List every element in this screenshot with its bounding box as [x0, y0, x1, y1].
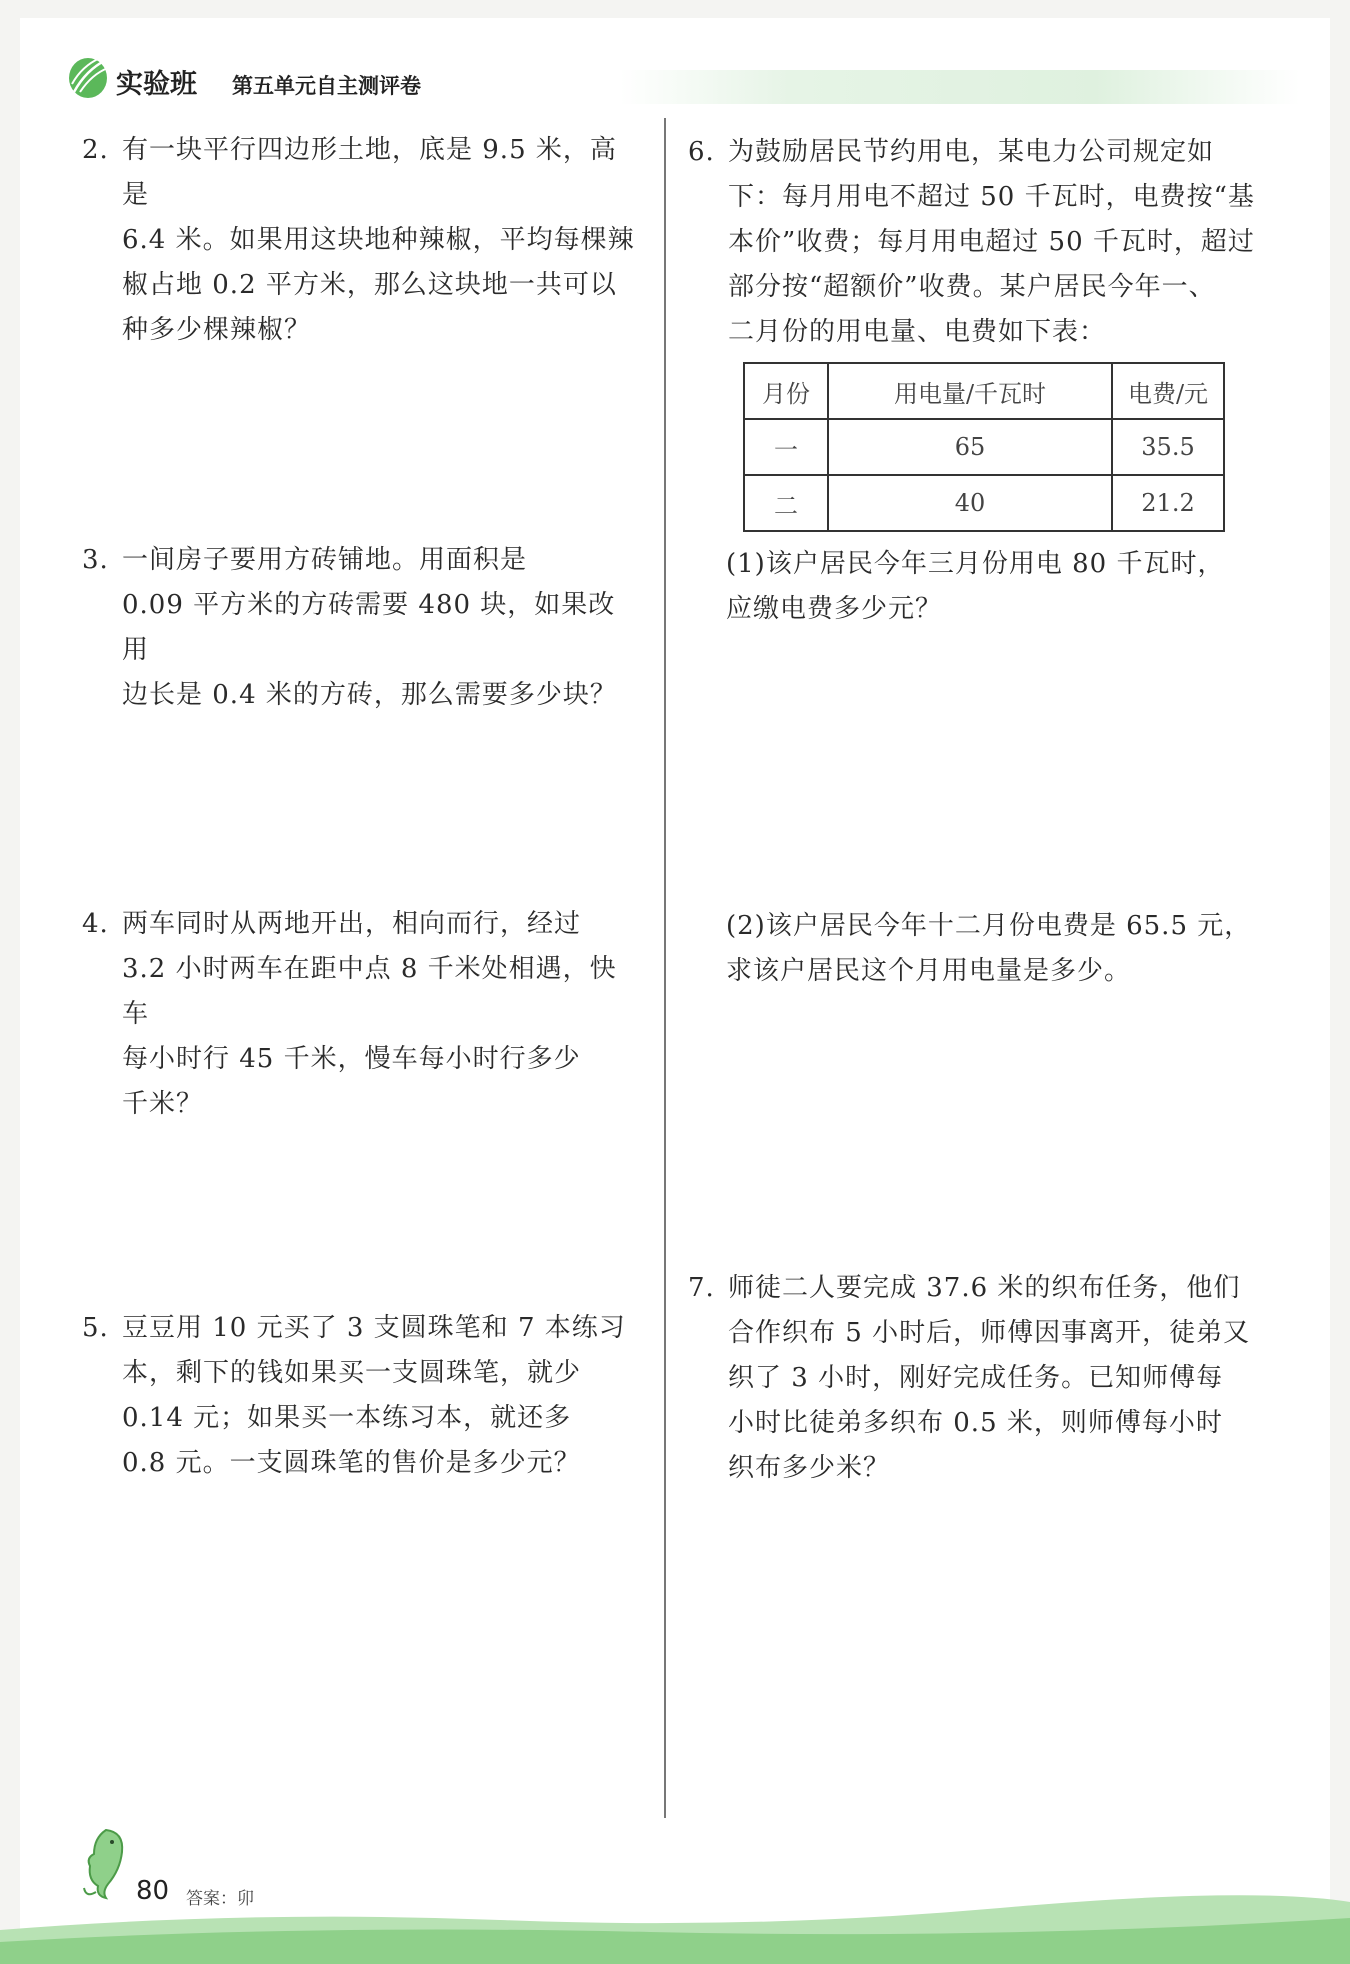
electricity-table [743, 362, 1225, 532]
test-title: 第五单元自主测评卷 [232, 74, 421, 98]
table-header-row [744, 363, 1224, 419]
problem-7 [688, 1266, 1278, 1491]
table-header: 月份 [744, 363, 828, 419]
problem-number: 5. [82, 1313, 109, 1343]
table-header: 电费/元 [1112, 363, 1224, 419]
problem-4 [82, 902, 642, 1127]
table-cell: 65 [828, 419, 1112, 475]
table-cell: 21.2 [1112, 475, 1224, 531]
header-band [620, 70, 1300, 104]
problem-number: 6. [688, 137, 715, 167]
table-header: 用电量/千瓦时 [828, 363, 1112, 419]
table-cell: 二 [744, 475, 828, 531]
leaf-logo-icon [66, 52, 112, 100]
problem-text: 为鼓励居民节约用电，某电力公司规定如 下：每月用电不超过 50 千瓦时，电费按“基 本价”收费；每月用电超过 50 千瓦时，超过 部分按“超额价”收费。某户居民今年一、 二月份的用电量、电费如下表： [728, 137, 1255, 347]
brand-title: 实验班 [116, 69, 197, 100]
problem-text: 两车同时从两地开出，相向而行，经过 3.2 小时两车在距中点 8 千米处相遇，快车 每小时行 45 千米，慢车每小时行多少 千米？ [122, 909, 617, 1119]
problem-6 [688, 130, 1278, 355]
dolphin-icon [76, 1822, 138, 1902]
problem-text: 豆豆用 10 元买了 3 支圆珠笔和 7 本练习 本，剩下的钱如果买一支圆珠笔，就少 0.14 元；如果买一本练习本，就还多 0.8 元。一支圆珠笔的售价是多少元？ [122, 1313, 626, 1478]
table-cell: 35.5 [1112, 419, 1224, 475]
problem-text: 师徒二人要完成 37.6 米的织布任务，他们 合作织布 5 小时后，师傅因事离开，徒弟又 织了 3 小时，刚好完成任务。已知师傅每 小时比徒弟多织布 0.5 米，则师傅每小时 织布多少米？ [728, 1273, 1251, 1483]
answer-label: 答案：卯 [186, 1889, 254, 1909]
problem-5 [82, 1306, 642, 1486]
table-row [744, 475, 1224, 531]
problem-2 [82, 128, 642, 353]
problem-text: 有一块平行四边形土地，底是 9.5 米，高是 6.4 米。如果用这块地种辣椒，平均每棵辣 椒占地 0.2 平方米，那么这块地一共可以 种多少棵辣椒？ [122, 135, 635, 345]
problem-number: 7. [688, 1273, 715, 1303]
table-cell: 一 [744, 419, 828, 475]
problem-3 [82, 538, 642, 718]
problem-text: 一间房子要用方砖铺地。用面积是 0.09 平方米的方砖需要 480 块，如果改用 边长是 0.4 米的方砖，那么需要多少块？ [122, 545, 617, 710]
problem-number: 4. [82, 909, 109, 939]
problem-number: 2. [82, 135, 109, 165]
page-number: 80 [136, 1876, 170, 1906]
table-cell: 40 [828, 475, 1112, 531]
problem-number: 3. [82, 545, 109, 575]
problem-6-part-2: (2)该户居民今年十二月份电费是 65.5 元， 求该户居民这个月用电量是多少。 [726, 911, 1252, 986]
table-row [744, 419, 1224, 475]
column-divider [664, 118, 666, 1818]
problem-6-part-1: (1)该户居民今年三月份用电 80 千瓦时， 应缴电费多少元？ [726, 549, 1225, 624]
